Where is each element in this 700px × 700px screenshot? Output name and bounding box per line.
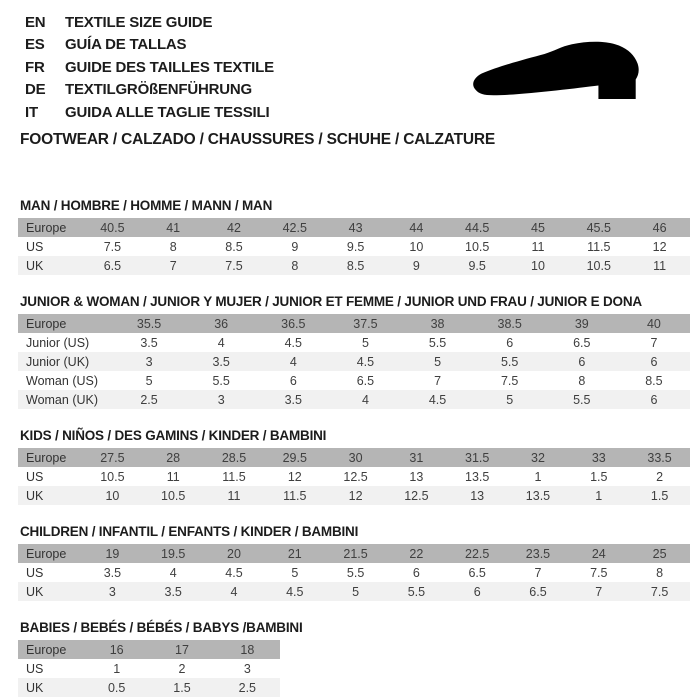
size-cell: 8	[264, 256, 325, 275]
table-row	[18, 314, 690, 333]
section-kids	[18, 428, 700, 505]
size-cell: 4.5	[329, 352, 401, 371]
row-label: Europe	[18, 448, 82, 467]
size-cell: 3.5	[143, 582, 204, 601]
size-cell: 5	[361, 335, 369, 350]
size-cell: 10.5	[465, 239, 490, 254]
language-title: TEXTILE SIZE GUIDE	[65, 14, 213, 31]
row-label: Junior (UK)	[18, 352, 113, 371]
size-cell: 33.5	[629, 448, 690, 467]
size-table-children	[18, 544, 690, 601]
language-row-fr	[25, 57, 274, 79]
size-cell: 10	[508, 256, 569, 275]
size-cell: 8.5	[325, 256, 386, 275]
table-row	[18, 563, 690, 582]
size-cell: 41	[143, 218, 204, 237]
size-cell: 7.5	[500, 373, 519, 388]
size-cell: 35.5	[113, 314, 185, 333]
size-cell: 1	[568, 486, 629, 505]
size-cell: 6	[618, 390, 690, 409]
size-cell: 5.5	[546, 390, 618, 409]
size-cell: 7	[568, 582, 629, 601]
size-cell: 38	[402, 314, 474, 333]
size-cell: 5.5	[212, 373, 230, 388]
size-cell: 12	[652, 239, 667, 254]
size-cell: 5	[402, 352, 474, 371]
size-cell: 31.5	[447, 448, 508, 467]
section-title-junior-woman: JUNIOR & WOMAN / JUNIOR Y MUJER / JUNIOR ET FEMME / JUNIOR UND FRAU / JUNIOR E DONA	[20, 294, 642, 309]
language-row-en	[25, 12, 274, 34]
table-row	[18, 256, 690, 275]
size-cell: 10.5	[100, 469, 125, 484]
row-label: Woman (US)	[26, 373, 99, 388]
section-children	[18, 524, 700, 601]
size-cell: 2.5	[113, 390, 185, 409]
row-label: UK	[18, 486, 82, 505]
size-cell: 8	[169, 239, 177, 254]
section-title-babies: BABIES / BEBÉS / BÉBÉS / BABYS /BAMBINI	[20, 620, 303, 635]
table-row	[18, 390, 690, 409]
size-cell: 7.5	[629, 582, 690, 601]
language-code: FR	[25, 58, 45, 76]
size-cell: 36	[185, 314, 257, 333]
size-cell: 5.5	[474, 352, 546, 371]
size-cell: 28.5	[204, 448, 265, 467]
size-table-kids	[18, 448, 690, 505]
table-row	[18, 659, 280, 678]
size-table-babies	[18, 640, 280, 697]
size-cell: 11	[204, 486, 265, 505]
language-code: EN	[25, 14, 46, 31]
size-cell: 22.5	[447, 544, 508, 563]
size-cell: 12	[287, 469, 302, 484]
size-cell: 7	[650, 335, 658, 350]
size-cell: 1	[534, 469, 542, 484]
size-cell: 8.5	[225, 239, 243, 254]
section-title-man: MAN / HOMBRE / HOMME / MANN / MAN	[20, 198, 273, 213]
table-row	[18, 678, 280, 697]
size-cell: 24	[568, 544, 629, 563]
size-cell: 31	[386, 448, 447, 467]
row-label: US	[26, 661, 44, 676]
size-cell: 5	[291, 565, 299, 580]
size-cell: 6	[289, 373, 297, 388]
size-cell: 1.5	[590, 469, 608, 484]
language-row-it	[25, 102, 274, 124]
size-cell: 23.5	[508, 544, 569, 563]
page-header	[0, 0, 700, 148]
size-cell: 9	[386, 256, 447, 275]
size-cell: 18	[215, 640, 280, 659]
language-title: GUIDE DES TAILLES TEXTILE	[65, 58, 274, 76]
row-label: Europe	[18, 640, 84, 659]
size-cell: 22	[386, 544, 447, 563]
size-cell: 7	[434, 373, 442, 388]
size-cell: 44.5	[447, 218, 508, 237]
size-cell: 10.5	[568, 256, 629, 275]
size-cell: 6	[447, 582, 508, 601]
size-tables	[0, 198, 700, 697]
row-label: Junior (US)	[26, 335, 90, 350]
language-code: DE	[25, 81, 46, 99]
row-label: Europe	[18, 218, 82, 237]
row-label: US	[26, 239, 44, 254]
table-row	[18, 582, 690, 601]
size-cell: 7	[143, 256, 204, 275]
size-cell: 4.5	[284, 335, 302, 350]
size-cell: 43	[325, 218, 386, 237]
size-table-man	[18, 218, 690, 275]
size-cell: 13.5	[465, 469, 490, 484]
language-row-de	[25, 79, 274, 101]
row-label: Europe	[18, 314, 113, 333]
size-cell: 8.5	[645, 373, 663, 388]
size-cell: 27.5	[82, 448, 143, 467]
section-title-children: CHILDREN / INFANTIL / ENFANTS / KINDER / BAMBINI	[20, 524, 359, 539]
size-cell: 4	[169, 565, 177, 580]
size-cell: 42.5	[264, 218, 325, 237]
language-code: ES	[25, 36, 45, 54]
size-cell: 2.5	[215, 678, 280, 697]
row-label: Europe	[18, 544, 82, 563]
section-junior-woman	[18, 294, 700, 409]
size-cell: 8	[656, 565, 664, 580]
size-cell: 9.5	[447, 256, 508, 275]
table-row	[18, 448, 690, 467]
size-cell: 4	[217, 335, 225, 350]
size-cell: 16	[84, 640, 149, 659]
size-cell: 9	[291, 239, 299, 254]
table-row	[18, 352, 690, 371]
language-code: IT	[25, 103, 38, 121]
row-label: UK	[18, 678, 84, 697]
size-cell: 6.5	[356, 373, 375, 388]
size-cell: 10	[409, 239, 424, 254]
size-cell: 10	[82, 486, 143, 505]
table-row	[18, 486, 690, 505]
dress-shoe-icon	[466, 39, 672, 114]
size-cell: 3.5	[140, 335, 158, 350]
size-cell: 46	[629, 218, 690, 237]
size-cell: 20	[204, 544, 265, 563]
section-babies	[18, 620, 700, 697]
row-label: Woman (UK)	[18, 390, 113, 409]
size-cell: 11	[166, 469, 180, 484]
size-cell: 38.5	[474, 314, 546, 333]
size-cell: 40	[618, 314, 690, 333]
table-row	[18, 237, 690, 256]
size-cell: 21	[264, 544, 325, 563]
size-cell: 8	[578, 373, 586, 388]
size-cell: 11.5	[264, 486, 325, 505]
size-cell: 32	[508, 448, 569, 467]
size-cell: 2	[656, 469, 664, 484]
size-cell: 0.5	[84, 678, 149, 697]
size-cell: 5.5	[386, 582, 447, 601]
size-table-junior-woman	[18, 314, 690, 409]
size-cell: 3.5	[257, 390, 329, 409]
size-cell: 10.5	[143, 486, 204, 505]
table-row	[18, 333, 690, 352]
size-cell: 6	[618, 352, 690, 371]
size-cell: 4	[204, 582, 265, 601]
section-man	[18, 198, 700, 275]
row-label: US	[26, 565, 44, 580]
size-cell: 13	[409, 469, 424, 484]
size-cell: 11.5	[222, 469, 246, 484]
size-cell: 42	[204, 218, 265, 237]
size-cell: 6.5	[82, 256, 143, 275]
size-cell: 12.5	[386, 486, 447, 505]
size-cell: 5.5	[428, 335, 447, 350]
table-row	[18, 218, 690, 237]
size-cell: 4.5	[264, 582, 325, 601]
table-row	[18, 467, 690, 486]
language-list	[25, 12, 274, 124]
size-cell: 3	[243, 661, 251, 676]
size-cell: 40.5	[82, 218, 143, 237]
size-cell: 7	[534, 565, 542, 580]
size-cell: 3.5	[185, 352, 257, 371]
size-cell: 7.5	[103, 239, 122, 254]
size-cell: 33	[568, 448, 629, 467]
size-cell: 39	[546, 314, 618, 333]
size-cell: 4.5	[225, 565, 243, 580]
size-cell: 6.5	[468, 565, 486, 580]
language-row-es	[25, 34, 274, 56]
table-row	[18, 640, 280, 659]
size-cell: 11	[629, 256, 690, 275]
size-cell: 7.5	[590, 565, 608, 580]
size-cell: 6.5	[508, 582, 569, 601]
size-cell: 25	[629, 544, 690, 563]
size-cell: 45	[508, 218, 569, 237]
size-cell: 1	[113, 661, 121, 676]
table-row	[18, 544, 690, 563]
size-cell: 21.5	[325, 544, 386, 563]
section-title-kids: KIDS / NIÑOS / DES GAMINS / KINDER / BAMBINI	[20, 428, 327, 443]
size-cell: 4.5	[402, 390, 474, 409]
language-title: GUÍA DE TALLAS	[65, 36, 187, 54]
size-cell: 11.5	[587, 239, 611, 254]
size-cell: 9.5	[346, 239, 365, 254]
size-cell: 5.5	[346, 565, 365, 580]
size-cell: 29.5	[264, 448, 325, 467]
size-cell: 1.5	[629, 486, 690, 505]
size-cell: 11	[531, 239, 545, 254]
category-header: FOOTWEAR / CALZADO / CHAUSSURES / SCHUHE / CALZATURE	[20, 131, 495, 148]
size-cell: 7.5	[204, 256, 265, 275]
size-cell: 5	[474, 390, 546, 409]
size-cell: 2	[178, 661, 186, 676]
size-cell: 3.5	[103, 565, 122, 580]
size-cell: 3	[113, 352, 185, 371]
size-cell: 30	[325, 448, 386, 467]
table-row	[18, 371, 690, 390]
size-cell: 37.5	[329, 314, 401, 333]
size-cell: 4	[257, 352, 329, 371]
size-cell: 19.5	[143, 544, 204, 563]
size-cell: 6	[546, 352, 618, 371]
size-cell: 44	[386, 218, 447, 237]
size-cell: 45.5	[568, 218, 629, 237]
size-cell: 5	[145, 373, 153, 388]
row-label: US	[26, 469, 44, 484]
size-cell: 12.5	[343, 469, 368, 484]
language-title: GUIDA ALLE TAGLIE TESSILI	[65, 103, 270, 121]
size-cell: 3	[82, 582, 143, 601]
size-cell: 5	[325, 582, 386, 601]
size-cell: 13.5	[508, 486, 569, 505]
size-cell: 36.5	[257, 314, 329, 333]
size-cell: 6	[506, 335, 514, 350]
size-cell: 13	[447, 486, 508, 505]
size-cell: 12	[325, 486, 386, 505]
size-cell: 1.5	[149, 678, 214, 697]
language-title: TEXTILGRÖßENFÜHRUNG	[65, 81, 253, 99]
size-cell: 6	[412, 565, 420, 580]
size-cell: 4	[329, 390, 401, 409]
size-cell: 28	[143, 448, 204, 467]
size-cell: 6.5	[573, 335, 591, 350]
row-label: UK	[18, 582, 82, 601]
size-cell: 3	[185, 390, 257, 409]
size-cell: 17	[149, 640, 214, 659]
size-cell: 19	[82, 544, 143, 563]
row-label: UK	[18, 256, 82, 275]
